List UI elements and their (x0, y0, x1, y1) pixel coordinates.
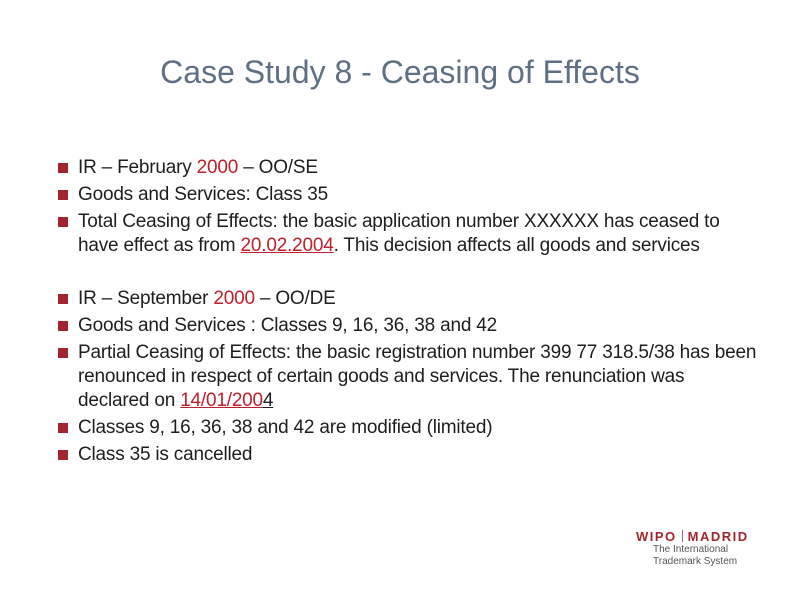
slide-title: Case Study 8 - Ceasing of Effects (160, 54, 640, 90)
bullet-square-icon (58, 217, 68, 227)
bullet-square-icon (58, 423, 68, 433)
bullet-square-icon (58, 190, 68, 200)
bullet-text: Class 35 is cancelled (78, 444, 253, 465)
highlight-date: 20.02.2004 (240, 235, 334, 256)
bullet-item (58, 416, 758, 440)
bullet-text: Classes 9, 16, 36, 38 and 42 are modified (limited) (78, 417, 493, 438)
bullet-item (58, 287, 758, 311)
bullet-square-icon (58, 294, 68, 304)
logo-wordmark (636, 529, 766, 544)
wipo-madrid-logo (636, 529, 766, 568)
logo-subtitle (653, 544, 766, 568)
logo-subtitle-line: Trademark System (653, 556, 738, 567)
logo-madrid: MADRID (687, 529, 749, 544)
bullet-text: Total Ceasing of Effects: the basic application number XXXXXX has ceased to have effect as from (78, 211, 720, 256)
bullet-list (58, 156, 758, 470)
bullet-item (58, 443, 758, 467)
bullet-square-icon (58, 163, 68, 173)
logo-wipo: WIPO (636, 529, 677, 544)
bullet-text: Goods and Services : Classes 9, 16, 36, 38 and 42 (78, 315, 498, 336)
highlight-date: 14/01/200 (180, 390, 263, 411)
bullet-text: . This decision affects all goods and services (333, 235, 700, 256)
bullet-text: 4 (262, 390, 274, 411)
logo-subtitle-line: The International (653, 544, 729, 555)
bullet-text: IR – February (78, 157, 197, 178)
bullet-item (58, 156, 758, 180)
bullet-item (58, 183, 758, 207)
bullet-square-icon (58, 450, 68, 460)
bullet-text: – OO/DE (254, 288, 336, 309)
highlight-year: 2000 (196, 157, 239, 178)
highlight-year: 2000 (213, 288, 255, 309)
bullet-text: Goods and Services: Class 35 (78, 184, 328, 205)
logo-divider (682, 530, 683, 542)
bullet-text: IR – September (78, 288, 214, 309)
bullet-square-icon (58, 321, 68, 331)
bullet-item (58, 341, 758, 413)
bullet-text: Partial Ceasing of Effects: the basic registration number 399 77 318.5/38 has been renounced in respect of certain goods and services. The renunciation was declared on (78, 342, 757, 411)
bullet-square-icon (58, 348, 68, 358)
bullet-item (58, 314, 758, 338)
bullet-item (58, 210, 758, 258)
bullet-text: – OO/SE (238, 157, 318, 178)
